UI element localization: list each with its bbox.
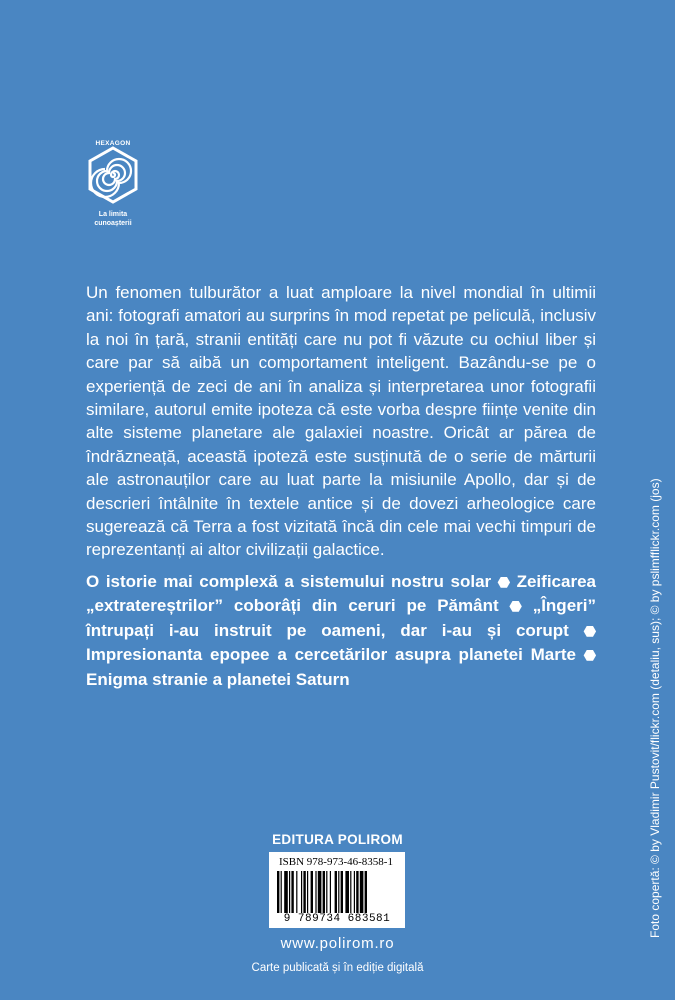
photo-credit: Foto copertă: © by Vladimir Pustovit/flickr.com (detaliu, sus); © by pslimfflickr.com (jos) xyxy=(648,478,662,938)
publisher-website-link[interactable]: www.polirom.ro xyxy=(280,935,395,952)
book-description: Un fenomen tulburător a luat amploare la nivel mondial în ultimii ani: fotografi amatori au surprins în mod repetat pe peliculă, inclusiv la noi în țară, stranii entități care nu pot fi văzute cu ochiul liber și care par să aibă un comportament inteligent. Bazându-se pe o experiență de zeci de ani în analiza și interpretarea unor fotografii similare, autorul emite ipoteza că este vorba despre ființe venite din alte sisteme planetare ale galaxiei noastre. Oricât ar părea de îndrăzneață, această ipoteză este susținută de o serie de mărturii ale astronauților care au luat parte la misiunile Apollo, dar și de descrieri întâlnite în textele antice și de dovezi arheologice care sugerează că Terra a fost vizitată încă din cele mai vechi timpuri de reprezentanți ai altor civilizații galactice. xyxy=(86,283,596,560)
logo-subtitle-line1: La limita xyxy=(98,211,128,218)
logo-series-name: HEXAGON xyxy=(95,140,131,147)
topic-item: Enigma stranie a planetei Saturn xyxy=(86,669,350,689)
topic-item: Impresionanta epopee a cercetărilor asupra planetei Marte xyxy=(86,645,576,665)
hexagon-spiral-icon xyxy=(78,140,148,210)
topic-item: O istorie mai complexă a sistemului nostru solar xyxy=(86,572,492,591)
topics-list xyxy=(86,570,596,691)
series-logo xyxy=(78,140,148,225)
isbn-label: ISBN 978-973-46-8358-1 xyxy=(279,856,393,868)
bullet-dot-icon: ⬣ xyxy=(583,647,596,664)
digital-edition-note: Carte publicată și în ediție digitală xyxy=(251,962,424,974)
topic-item: Zeificarea „extratereștrilor” coborâți din ceruri pe Pământ xyxy=(86,572,596,616)
logo-subtitle xyxy=(78,210,148,228)
publisher-name: EDITURA POLIROM xyxy=(272,832,403,847)
bullet-dot-icon: ⬣ xyxy=(583,622,596,639)
isbn-barcode-box xyxy=(269,852,405,928)
bullet-dot-icon: ⬣ xyxy=(497,574,510,590)
bullet-dot-icon: ⬣ xyxy=(509,598,522,615)
topic-item: „Îngeri” întrupați i-au instruit pe oameni, dar i-au și corupt xyxy=(86,596,596,640)
barcode-icon xyxy=(277,871,397,913)
logo-subtitle-line2: cunoașterii xyxy=(94,220,132,227)
barcode-digits: 9 789734 683581 xyxy=(283,913,391,925)
